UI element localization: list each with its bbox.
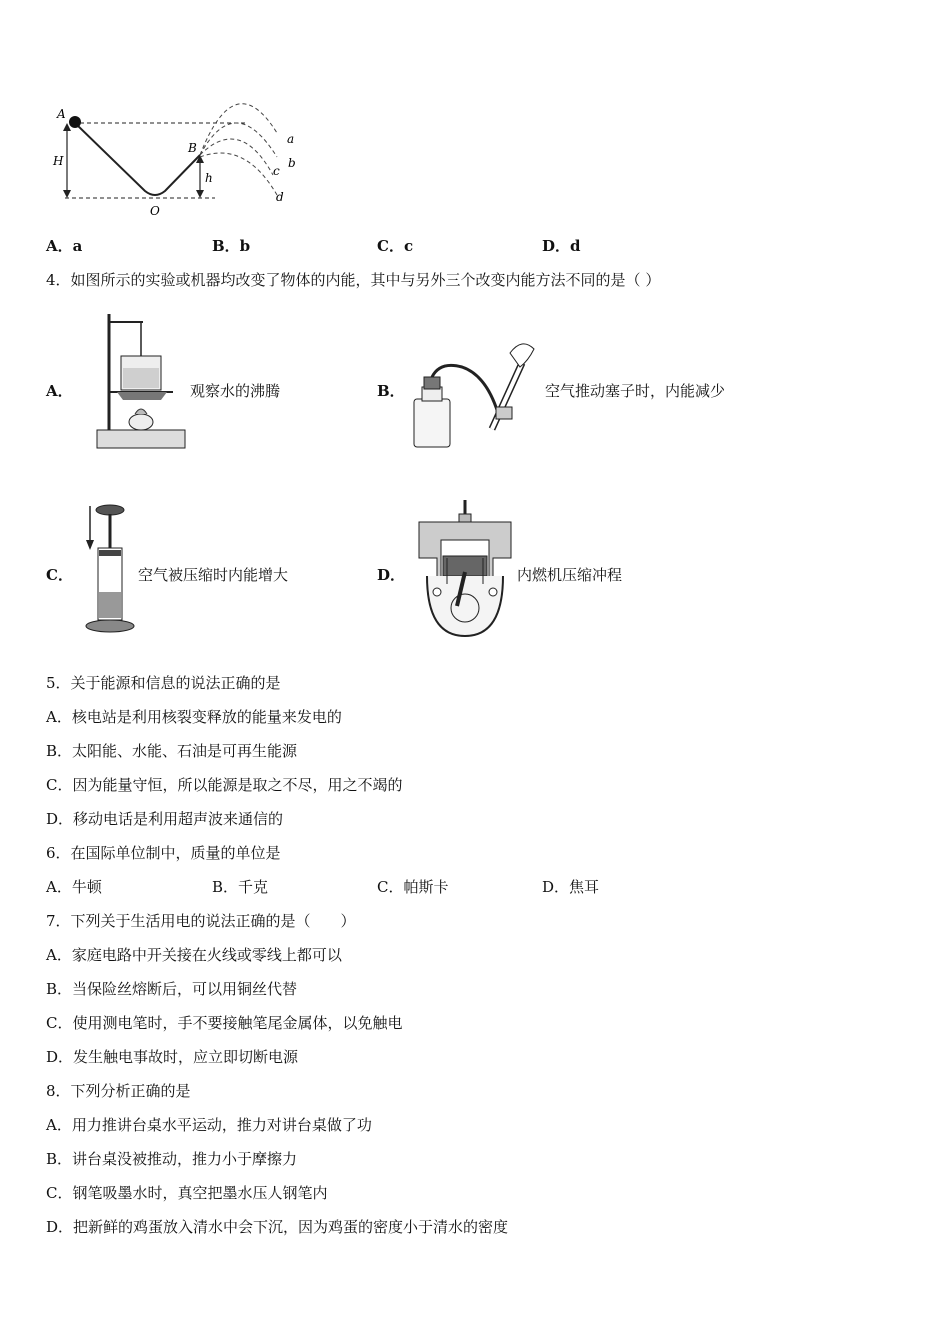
q4-option-d-letter: D．: [377, 566, 406, 584]
label-A: A: [57, 107, 66, 121]
label-O: O: [150, 204, 160, 218]
q4-option-b-caption: 空气推动塞子时，内能减少: [545, 382, 726, 400]
q7-option-c: C．使用测电笔时，手不要接触笔尾金属体，以免触电: [46, 1014, 403, 1032]
q3-option-c: C．c: [377, 237, 414, 255]
q7-stem: 7．下列关于生活用电的说法正确的是（ ）: [46, 912, 356, 930]
label-h: h: [205, 171, 213, 185]
label-B: B: [188, 141, 197, 155]
q6-option-c: C．帕斯卡: [377, 878, 449, 896]
q4-option-d-caption: 内燃机压缩冲程: [517, 566, 623, 584]
track-diagram: [45, 95, 315, 220]
q5-option-b: B．太阳能、水能、石油是可再生能源: [46, 742, 298, 760]
q8-option-a: A．用力推讲台桌水平运动，推力对讲台桌做了功: [46, 1116, 372, 1134]
q6-option-b: B．千克: [212, 878, 269, 896]
label-H: H: [53, 154, 64, 168]
label-c: c: [273, 164, 280, 178]
q3-option-b: B．b: [212, 237, 251, 255]
q3-option-d: D．d: [542, 237, 581, 255]
q7-option-d: D．发生触电事故时，应立即切断电源: [46, 1048, 299, 1066]
q8-option-d: D．把新鲜的鸡蛋放入清水中会下沉，因为鸡蛋的密度小于清水的密度: [46, 1218, 509, 1236]
q5-option-c: C．因为能量守恒，所以能源是取之不尽，用之不竭的: [46, 776, 403, 794]
q8-option-c: C．钢笔吸墨水时，真空把墨水压人钢笔内: [46, 1184, 328, 1202]
q6-option-a: A．牛顿: [46, 878, 102, 896]
label-a: a: [287, 132, 295, 146]
q4-option-a-caption: 观察水的沸腾: [190, 382, 281, 400]
q5-option-d: D．移动电话是利用超声波来通信的: [46, 810, 284, 828]
q4-option-b-letter: B．: [377, 382, 405, 400]
label-d: d: [276, 190, 284, 204]
q4-option-c-letter: C．: [46, 566, 73, 584]
engine-cylinder-diagram: [413, 496, 518, 641]
compression-cylinder-apparatus: [82, 500, 137, 638]
q3-option-a: A．a: [46, 237, 83, 255]
q7-option-a: A．家庭电路中开关接在火线或零线上都可以: [46, 946, 342, 964]
q6-stem: 6．在国际单位制中，质量的单位是: [46, 844, 281, 862]
q4-option-a-letter: A．: [46, 382, 73, 400]
boiling-water-apparatus: [95, 308, 187, 453]
air-pump-bottle-apparatus: [410, 333, 545, 451]
q4-option-c-caption: 空气被压缩时内能增大: [138, 566, 289, 584]
q8-option-b: B．讲台桌没被推动，推力小于摩擦力: [46, 1150, 298, 1168]
q7-option-b: B．当保险丝熔断后，可以用铜丝代替: [46, 980, 298, 998]
q6-option-d: D．焦耳: [542, 878, 600, 896]
q4-stem: 4．如图所示的实验或机器均改变了物体的内能，其中与另外三个改变内能方法不同的是（ ）: [46, 271, 661, 289]
label-b: b: [288, 156, 296, 170]
q5-option-a: A．核电站是利用核裂变释放的能量来发电的: [46, 708, 342, 726]
q8-stem: 8．下列分析正确的是: [46, 1082, 191, 1100]
q5-stem: 5．关于能源和信息的说法正确的是: [46, 674, 281, 692]
